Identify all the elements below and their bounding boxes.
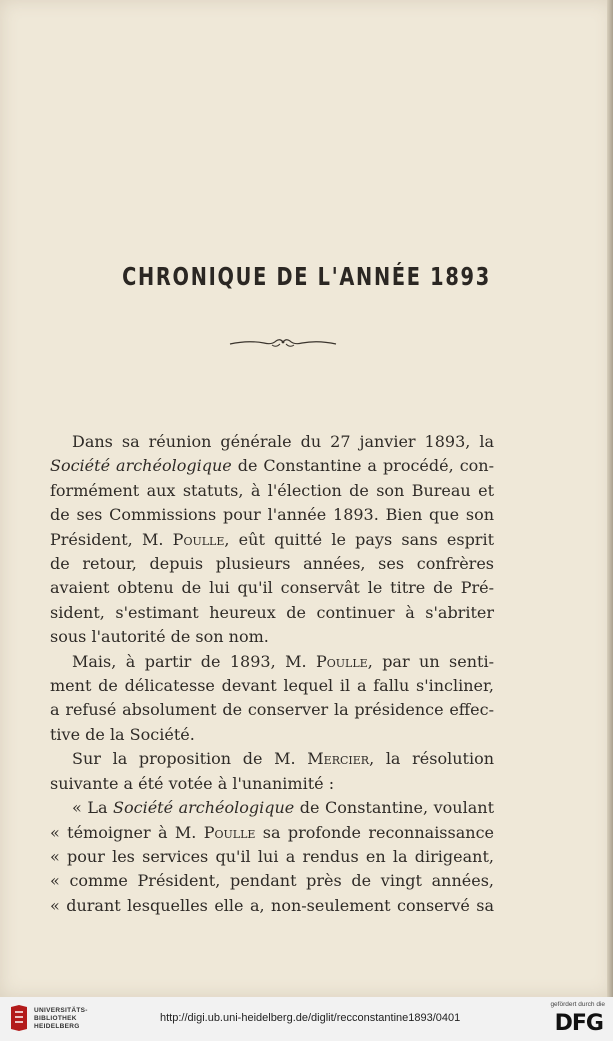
text-line: avaient obtenu de lui qu'il conservât le titre de Pré- bbox=[50, 578, 494, 598]
viewer-footer bbox=[0, 997, 613, 1041]
text-line: sous l'autorité de son nom. bbox=[50, 627, 269, 647]
dfg-logo: DFG bbox=[554, 1011, 603, 1036]
body-text bbox=[50, 430, 494, 918]
text-line: Président, M. Poulle, eût quitté le pays sans esprit bbox=[50, 529, 495, 549]
text-line: de ses Commissions pour l'année 1893. Bien que son bbox=[50, 505, 494, 525]
text-line: Sur la proposition de M. Mercier, la résolution bbox=[72, 749, 494, 769]
text-line: sident, s'estimant heureux de continuer à s'abriter bbox=[50, 602, 494, 622]
text-line: « comme Président, pendant près de vingt années, bbox=[50, 871, 494, 891]
permalink-url[interactable]: http://digi.ub.uni-heidelberg.de/diglit/recconstantine1893/0401 bbox=[160, 1012, 461, 1024]
text-line: Société archéologique de Constantine a procédé, con- bbox=[50, 456, 494, 476]
text-line: « témoigner à M. Poulle sa profonde reconnaissance bbox=[50, 822, 495, 842]
page-edge-shadow bbox=[607, 0, 613, 997]
text-line: a refusé absolument de conserver la présidence effec- bbox=[50, 700, 494, 720]
library-name: UNIVERSITÄTS- BIBLIOTHEK HEIDELBERG bbox=[34, 1007, 88, 1030]
text-line: ment de délicatesse devant lequel il a fallu s'incliner, bbox=[50, 676, 494, 696]
ornament-divider bbox=[228, 336, 338, 350]
text-line: « pour les services qu'il lui a rendus en la dirigeant, bbox=[50, 846, 494, 866]
chapter-title: CHRONIQUE DE L'ANNÉE 1893 bbox=[122, 262, 491, 291]
text-line: formément aux statuts, à l'élection de son Bureau et bbox=[50, 480, 494, 500]
text-line: Mais, à partir de 1893, M. Poulle, par un senti- bbox=[72, 651, 494, 671]
text-line: de retour, depuis plusieurs années, ses confrères bbox=[50, 554, 494, 574]
university-library-logo bbox=[8, 1003, 30, 1033]
text-line: suivante a été votée à l'unanimité : bbox=[50, 773, 335, 793]
sponsor-caption: gefördert durch die bbox=[550, 1001, 605, 1008]
text-line: « durant lesquelles elle a, non-seulement conservé sa bbox=[50, 895, 494, 915]
text-line: « La Société archéologique de Constantine, voulant bbox=[72, 798, 495, 818]
text-line: tive de la Société. bbox=[50, 724, 195, 744]
text-line: Dans sa réunion générale du 27 janvier 1893, la bbox=[72, 432, 494, 451]
